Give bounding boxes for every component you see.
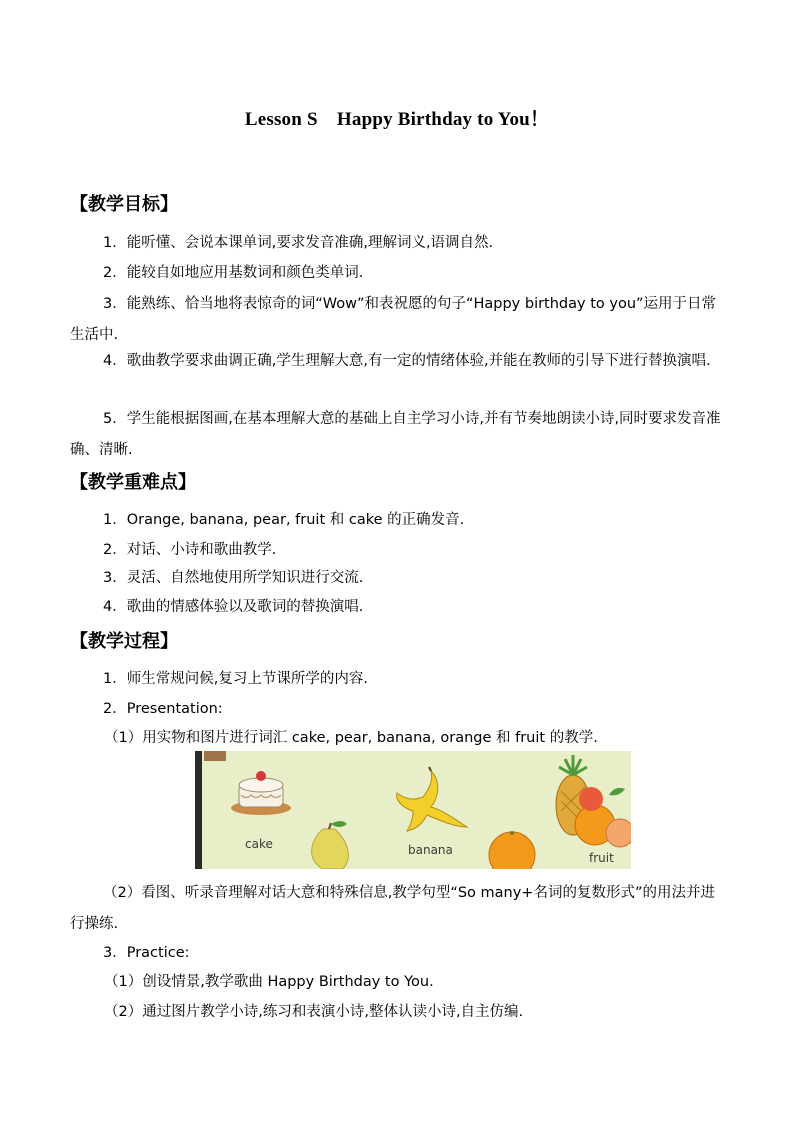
fruit-label: fruit [589,851,614,865]
process-substep: （2）通过图片教学小诗,练习和表演小诗,整体认读小诗,自主仿编. [104,1004,524,1020]
pear-icon [312,821,349,869]
section-heading-objectives: 【教学目标】 [70,194,178,215]
key-point-item: 1．Orange, banana, pear, fruit 和 cake 的正确发音. [103,512,465,528]
objective-item: 4．歌曲教学要求曲调正确,学生理解大意,有一定的情绪体验,并能在教师的引导下进行替换演唱. [103,353,711,369]
orange-icon [489,831,535,869]
objective-item: 3．能熟练、恰当地将表惊奇的词“Wow”和表祝愿的句子“Happy birthday to you”运用于日常生活中. [70,296,717,343]
objective-item: 5．学生能根据图画,在基本理解大意的基础上自主学习小诗,并有节奏地朗读小诗,同时要求发音准确、清晰. [70,411,721,458]
process-substep: （2）看图、听录音理解对话大意和特殊信息,教学句型“So many+名词的复数形式”的用法并进行操练. [70,885,715,932]
fruit-basket-icon [556,755,631,847]
cake-icon [231,771,291,815]
section-heading-key-points: 【教学重难点】 [70,472,196,493]
page-title: Lesson S Happy Birthday to You！ [244,109,550,130]
process-step: 1．师生常规问候,复习上节课所学的内容. [103,671,368,687]
key-point-item: 2．对话、小诗和歌曲教学. [103,542,277,558]
process-substep: （1）用实物和图片进行词汇 cake, pear, banana, orange 和 fruit 的教学. [104,730,598,746]
objective-item: 1．能听懂、会说本课单词,要求发音准确,理解词义,语调自然. [103,235,494,251]
fruit-illustration [195,751,631,869]
section-heading-process: 【教学过程】 [70,631,178,652]
cake-label: cake [245,837,273,851]
objective-item: 2．能较自如地应用基数词和颜色类单词. [103,265,364,281]
banana-icon [397,767,467,831]
key-point-item: 3．灵活、自然地使用所学知识进行交流. [103,570,364,586]
process-substep: （1）创设情景,教学歌曲 Happy Birthday to You. [104,974,434,990]
key-point-item: 4．歌曲的情感体验以及歌词的替换演唱. [103,599,364,615]
image-border-band [195,751,202,869]
process-step: 3．Practice: [103,945,190,961]
process-step: 2．Presentation: [103,701,223,717]
banana-label: banana [408,843,453,857]
